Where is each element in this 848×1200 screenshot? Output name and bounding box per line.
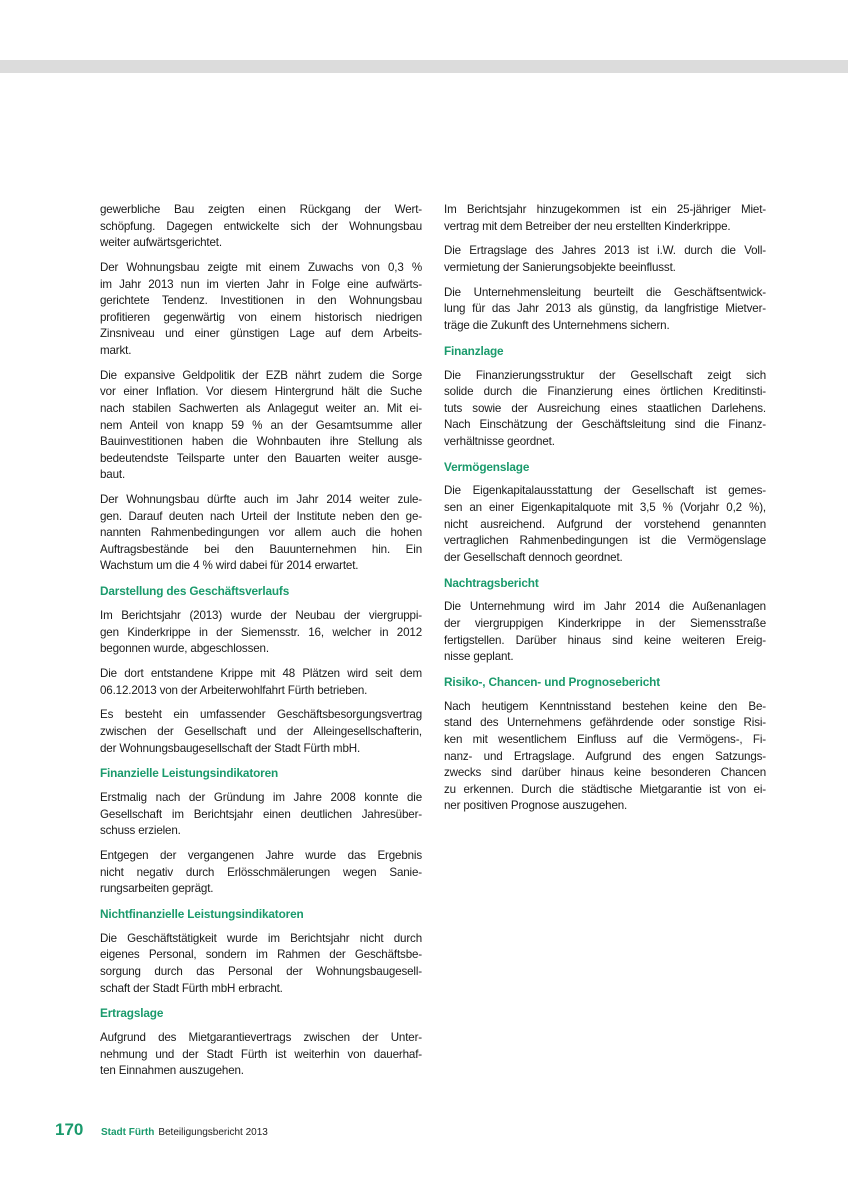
text-line: ken mit wesentlichem Einfluss auf die Vermögens-, Fi- [444,732,766,746]
text-line: gerichtete Tendenz. Investitionen in den Wohnungsbau [100,294,422,308]
text-line: profitieren gegenwärtig von einem historisch niedrigen [100,310,422,324]
section-heading [100,1005,422,1022]
text-line: Wachstum um die 4 % wird dabei für 2014 erwartet. [100,559,359,573]
text-line: schöpfung. Dagegen entwickelte sich der Wohnungsbau [100,219,422,233]
paragraph [100,260,422,360]
top-bar [0,60,848,73]
section-heading [100,765,422,782]
section-heading [444,575,766,592]
text-line: vertrag mit dem Betreiber der neu erstellten Kinderkrippe. [444,219,731,233]
text-line: Die Ertragslage des Jahres 2013 ist i.W. durch die Voll- [444,244,766,258]
text-line: schuss erzielen. [100,824,181,838]
text-line: nach stabilen Sachwerten als Anlagegut weiter an. Mit ei- [100,401,422,415]
text-line: rungsarbeiten geprägt. [100,882,214,896]
paragraph [100,1030,422,1080]
text-line: solide durch die Finanzierung eines örtlichen Kreditinsti- [444,385,766,399]
text-line: Finanzlage [444,343,504,358]
text-line: Auftragsbestände bei den Bauunternehmen hin. Ein [100,542,422,556]
text-line: Die expansive Geldpolitik der EZB nährt zudem die Sorge [100,368,422,382]
text-line: Darstellung des Geschäftsverlaufs [100,584,290,599]
text-line: vor einer Inflation. Vor diesem Hintergrund hält die Suche [100,385,422,399]
paragraph [444,599,766,665]
left-column [100,202,422,1088]
text-line: zu erkennen. Durch die städtische Mietgarantie ist von ei- [444,782,766,796]
text-line: Im Berichtsjahr (2013) wurde der Neubau der viergruppi- [100,609,422,622]
text-line: Nichtfinanzielle Leistungsindikatoren [100,907,304,922]
text-line: Es besteht ein umfassender Geschäftsbesorgungsvertrag [100,708,422,722]
text-line: nannten Rahmenbedingungen vor allem auch die hohen [100,526,422,540]
paragraph [100,848,422,898]
text-line: lung für das Jahr 2013 als günstig, da langfristige Mietver- [444,302,766,316]
paragraph [444,285,766,335]
paragraph [100,707,422,757]
text-line: fertigstellen. Darüber hinaus sind keine weiteren Ereig- [444,633,766,647]
text-line: vertraglichen Rahmenbedingungen ist die Vermögenslage [444,534,766,548]
text-line: Die Unternehmung wird im Jahr 2014 die Außenanlagen [444,600,766,614]
text-line: Der Wohnungsbau dürfte auch im Jahr 2014 weiter zule- [100,493,422,507]
text-line: Die Unternehmensleitung beurteilt die Geschäftsentwick- [444,285,766,299]
text-line: nehmung und der Stadt Fürth ist weiterhin von dauerhaf- [100,1047,422,1061]
text-line: Nachtragsbericht [444,575,539,590]
paragraph [444,699,766,815]
text-line: gen Kinderkrippe in der Siemensstr. 16, welcher in 2012 [100,625,422,639]
footer-title: Beteiligungsbericht 2013 [158,1127,268,1138]
text-line: Nach Einschätzung der Geschäftsleitung sind die Finanz- [444,418,766,432]
paragraph [444,202,766,235]
text-line: Bauinvestitionen haben die Wohnbauten ihre Stellung als [100,435,422,449]
text-line: nicht ausreichend. Aufgrund der vorstehend genannten [444,517,766,531]
text-line: träge die Zukunft des Unternehmens sichern. [444,318,670,332]
paragraph [100,790,422,840]
text-line: markt. [100,343,132,357]
text-line: zwischen der Gesellschaft und der Alleingesellschafterin, [100,724,422,738]
section-heading [444,459,766,476]
paragraph [100,666,422,699]
paragraph [100,608,422,658]
text-line: Im Berichtsjahr hinzugekommen ist ein 25-jähriger Miet- [444,203,766,216]
right-column [444,202,766,823]
text-line: Finanzielle Leistungsindikatoren [100,766,279,781]
paragraph [100,368,422,484]
text-line: nisse geplant. [444,650,514,664]
text-line: weiter aufwärtsgerichtet. [100,236,222,250]
text-line: nanz- und Ertragslage. Aufgrund des engen Satzungs- [444,749,766,763]
text-line: Gesellschaft im Berichtsjahr einen deutlichen Jahresüber- [100,807,422,821]
text-line: Die Finanzierungsstruktur der Gesellschaft zeigt sich [444,368,766,382]
section-heading [100,906,422,923]
text-line: Aufgrund des Mietgarantievertrags zwischen der Unter- [100,1031,422,1045]
text-line: zwecks sind darüber hinaus keine besonderen Chancen [444,766,766,780]
text-line: Ertragslage [100,1006,164,1021]
text-line: Der Wohnungsbau zeigte mit einem Zuwachs von 0,3 % [100,260,422,274]
text-line: begonnen wurde, abgeschlossen. [100,642,269,656]
footer-brand: Stadt Fürth [101,1127,155,1138]
text-line: schaft der Stadt Fürth mbH erbracht. [100,981,283,995]
text-line: Zinsniveau und einer günstigen Lage auf dem Arbeits- [100,327,422,341]
paragraph [100,202,422,252]
text-line: nicht negativ durch Erlösschmälerungen wegen Sanie- [100,865,422,879]
text-line: baut. [100,468,126,482]
paragraph [100,931,422,997]
text-line: der Wohnungsbaugesellschaft der Stadt Fürth mbH. [100,741,361,755]
text-line: Die Eigenkapitalausstattung der Gesellschaft ist gemes- [444,484,766,498]
text-line: gewerbliche Bau zeigten einen Rückgang der Wert- [100,203,422,216]
text-line: der viergruppigen Kinderkrippe in der Siemensstraße [444,616,766,630]
text-line: 06.12.2013 von der Arbeiterwohlfahrt Fürth betrieben. [100,683,368,697]
text-line: Risiko-, Chancen- und Prognosebericht [444,674,660,689]
text-line: Erstmalig nach der Gründung im Jahre 2008 konnte die [100,791,422,805]
text-line: Die dort entstandene Krippe mit 48 Plätzen wird seit dem [100,666,422,680]
section-heading [444,674,766,691]
text-line: Vermögenslage [444,459,530,474]
text-line: nem Anteil von knapp 59 % an der Gesamtsumme aller [100,418,422,432]
paragraph [444,243,766,276]
text-line: im Jahr 2013 nun im vierten Jahr in Folge eine aufwärts- [100,277,422,291]
section-heading [444,343,766,360]
text-line: ner positiven Prognose auszugehen. [444,799,628,813]
text-line: Die Geschäftstätigkeit wurde im Berichtsjahr nicht durch [100,931,422,945]
paragraph [100,492,422,575]
text-line: Nach heutigem Kenntnisstand bestehen keine den Be- [444,699,766,713]
section-heading [100,583,422,600]
text-line: sorgung durch das Personal der Wohnungsbaugesell- [100,965,422,978]
text-line: ten Einnahmen auszugehen. [100,1064,244,1078]
text-line: Entgegen der vergangenen Jahre wurde das Ergebnis [100,849,422,863]
paragraph [444,368,766,451]
text-line: tuts sowie der Ausreichung eines staatlichen Darlehens. [444,401,766,415]
text-line: der Gesellschaft dennoch geordnet. [444,550,623,564]
text-line: sen an einer Eigenkapitalquote mit 3,5 % (Vorjahr 0,2 %), [444,501,766,515]
text-line: vermietung der Sanierungsobjekte beeinflusst. [444,260,676,274]
text-line: bedeutendste Teilsparte unter den Bauarten weiter ausge- [100,451,422,465]
text-line: eigenes Personal, sondern im Rahmen der Geschäftsbe- [100,948,422,962]
text-line: stand des Unternehmens gefährdende oder sonstige Risi- [444,716,766,730]
paragraph [444,483,766,566]
page-footer [55,1120,268,1140]
text-line: verhältnisse geordnet. [444,434,555,448]
page-number: 170 [55,1120,84,1139]
text-line: gen. Darauf deuten nach Urteil der Institute neben den ge- [100,509,422,523]
